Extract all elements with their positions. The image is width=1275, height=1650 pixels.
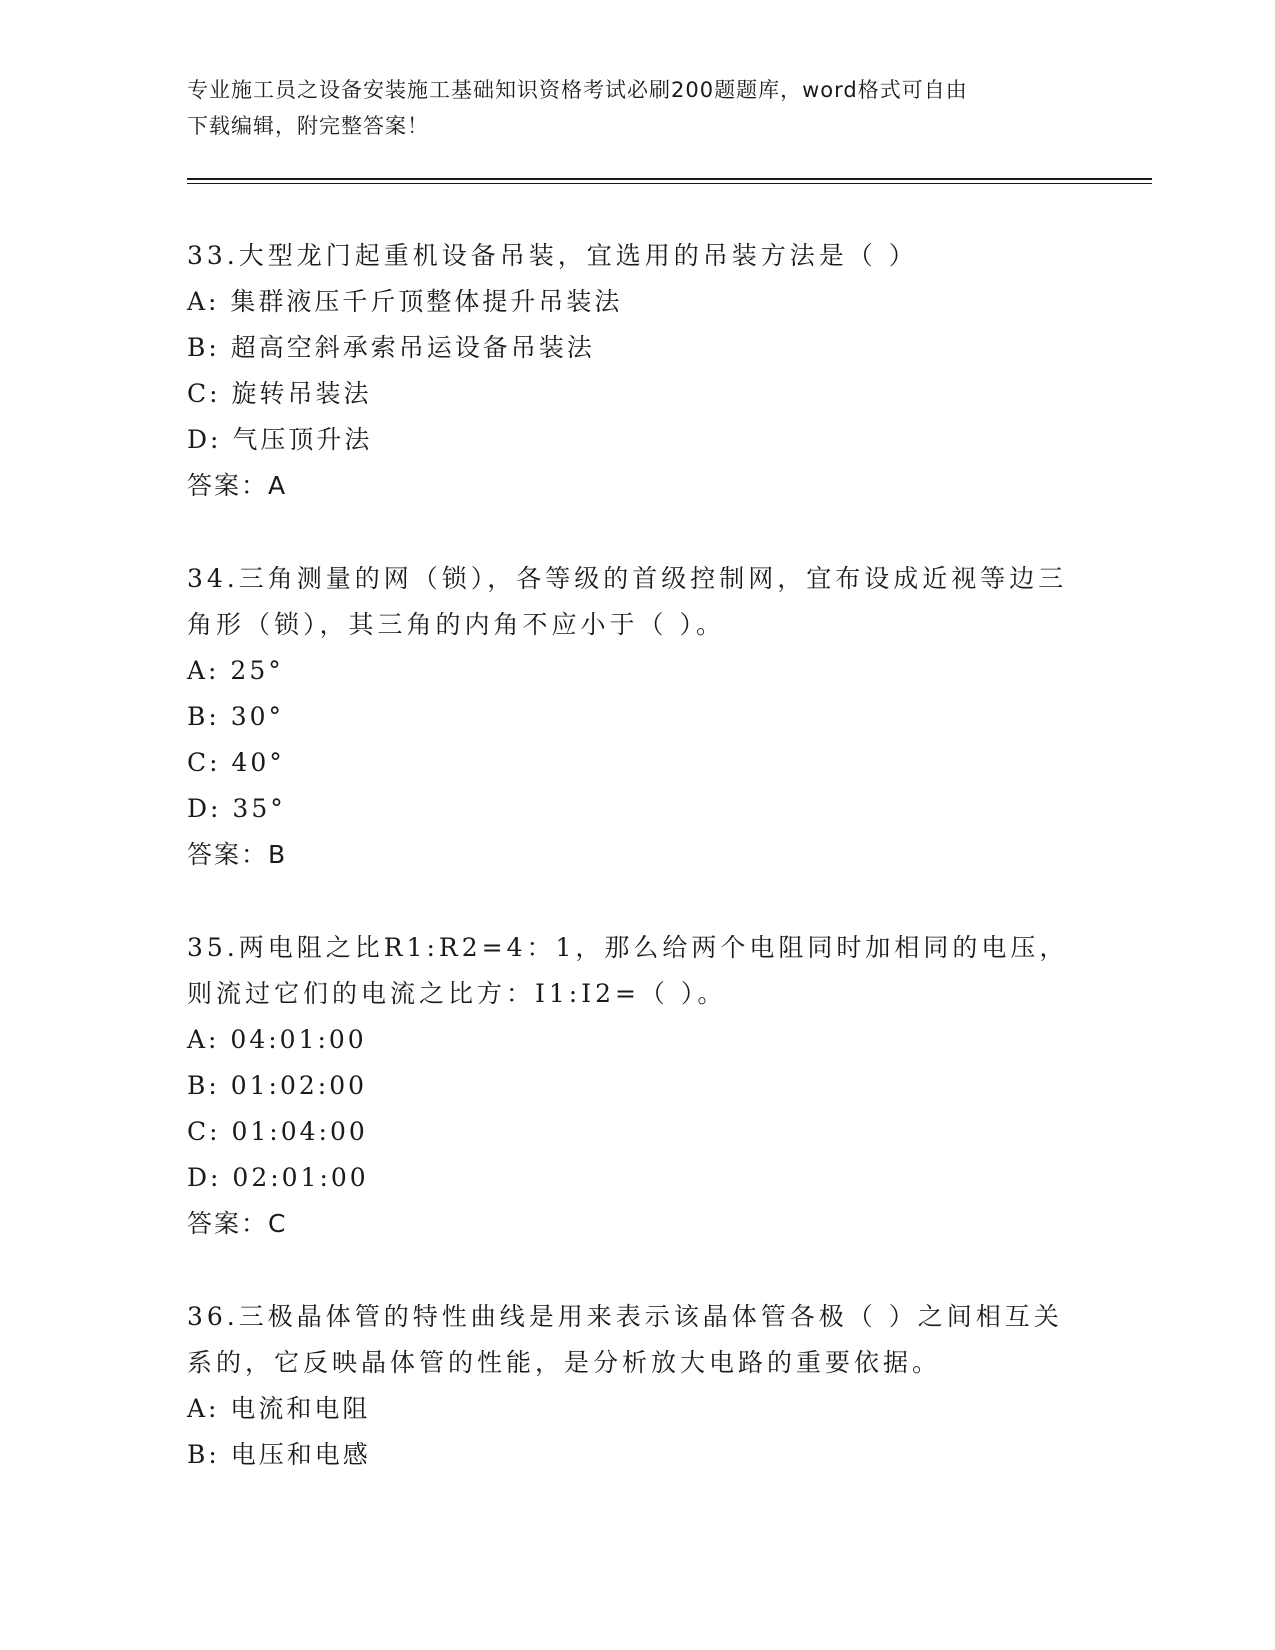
question-stem: 36.三极晶体管的特性曲线是用来表示该晶体管各极（ ）之间相互关系的，它反映晶体管的性能，是分析放大电路的重要依据。 [187, 1302, 1063, 1377]
question-stem: 35.两电阻之比R1:R2=4：1，那么给两个电阻同时加相同的电压，则流过它们的电流之比方：I1:I2=（ ）。 [187, 933, 1069, 1008]
option-a: A: 25° [187, 656, 284, 685]
question-stem: 33.大型龙门起重机设备吊装，宜选用的吊装方法是（ ） [187, 241, 918, 270]
option-b: B: 01:02:00 [187, 1071, 368, 1100]
question-stem: 34.三角测量的网（锁），各等级的首级控制网，宜布设成近视等边三角形（锁），其三角的内角不应小于（ ）。 [187, 564, 1068, 639]
option-a: A: 电流和电阻 [187, 1394, 371, 1423]
answer-line: 答案：C [187, 1209, 288, 1238]
option-b: B: 电压和电感 [187, 1440, 371, 1469]
option-d: D: 35° [187, 794, 286, 823]
option-d: D: 02:01:00 [187, 1163, 369, 1192]
option-c: C: 01:04:00 [187, 1117, 368, 1146]
option-d: D: 气压顶升法 [187, 425, 373, 454]
option-b: B: 30° [187, 702, 285, 731]
question-list [187, 233, 1087, 1525]
option-c: C: 40° [187, 748, 285, 777]
header-divider-thick [187, 178, 1152, 180]
document-header [187, 72, 1067, 144]
question-34 [187, 556, 1087, 878]
answer-line: 答案：B [187, 840, 288, 869]
header-divider-thin [187, 183, 1152, 184]
question-36 [187, 1294, 1087, 1478]
answer-line: 答案：A [187, 471, 288, 500]
option-b: B: 超高空斜承索吊运设备吊装法 [187, 333, 595, 362]
option-a: A: 04:01:00 [187, 1025, 367, 1054]
question-35 [187, 925, 1087, 1247]
option-c: C: 旋转吊装法 [187, 379, 372, 408]
header-line-1: 专业施工员之设备安装施工基础知识资格考试必刷200题题库，word格式可自由 [187, 78, 968, 102]
question-33 [187, 233, 1087, 509]
header-line-2: 下载编辑，附完整答案！ [187, 114, 429, 138]
option-a: A: 集群液压千斤顶整体提升吊装法 [187, 287, 623, 316]
